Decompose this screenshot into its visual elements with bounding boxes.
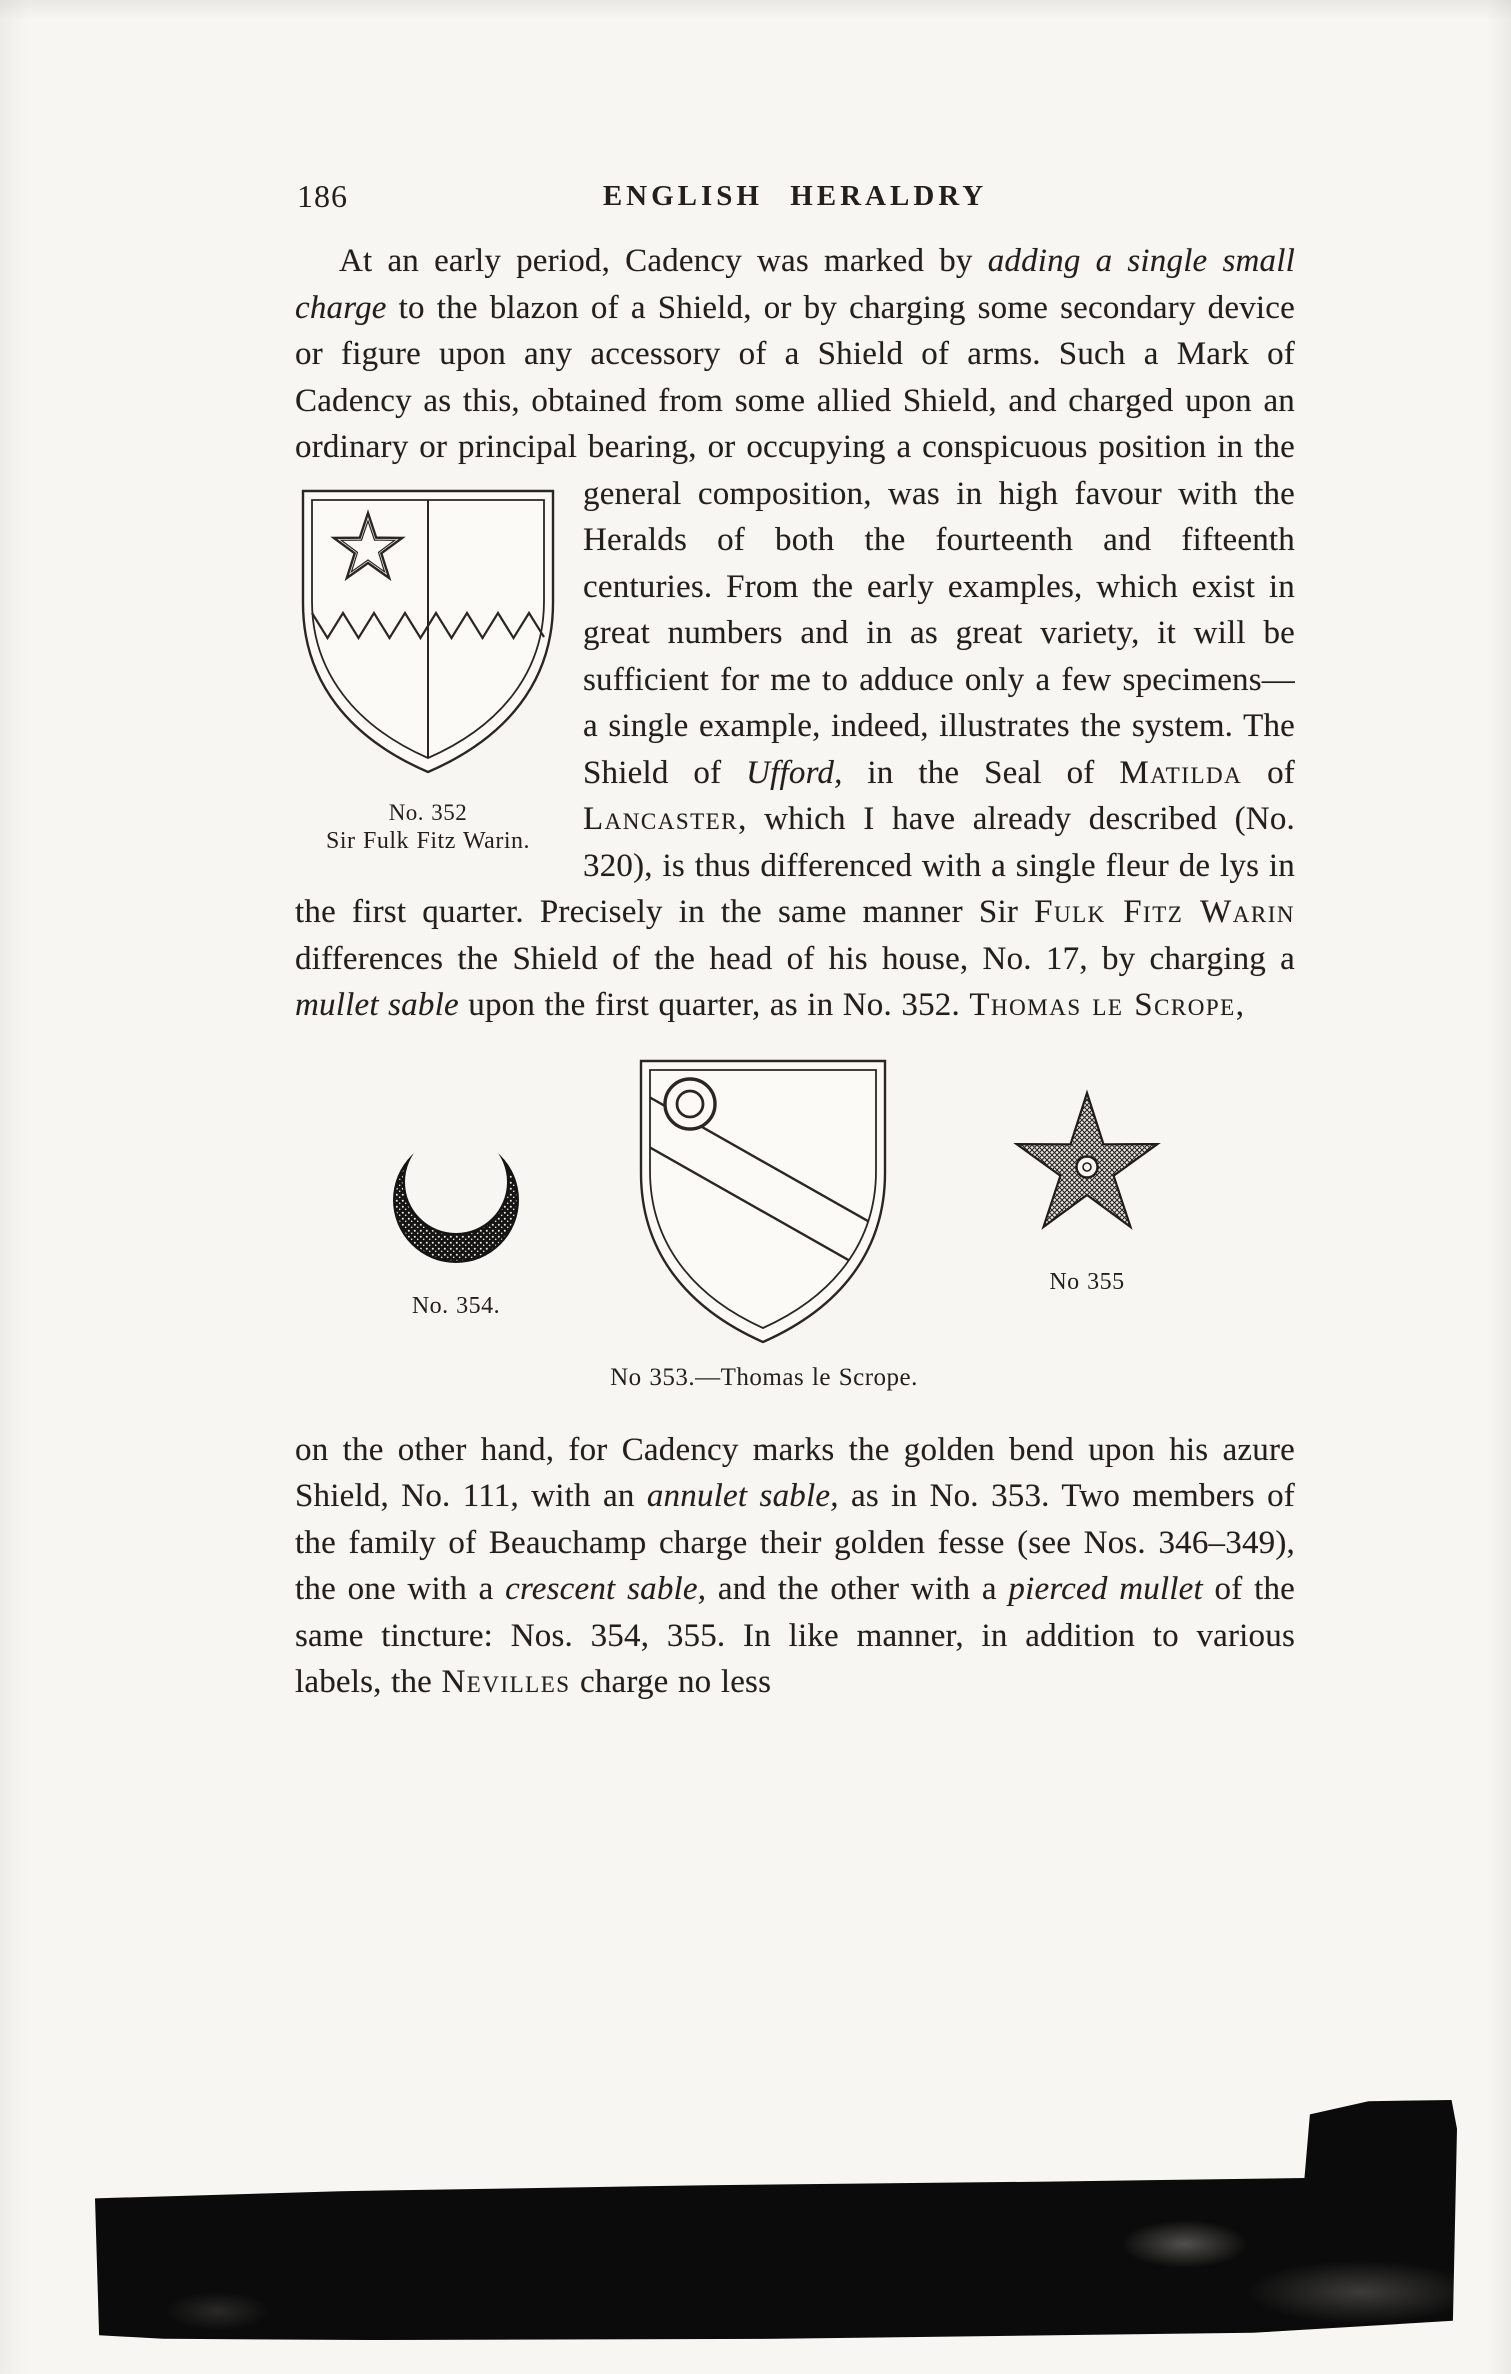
crescent-icon <box>383 1127 529 1267</box>
figure-355 <box>1007 1085 1167 1297</box>
body-text <box>295 238 1295 1706</box>
figure-355-caption: No 355 <box>1049 1269 1125 1295</box>
paragraph-2: on the other hand, for Cadency marks the golden bend upon his azure Shield, No. 111, with an annulet sable, as in No. 353. Two members of the family of Beauchamp charge their golden fesse (see Nos. 346–349), the one with a crescent sable, and the other with a pierced mullet of the same tincture: Nos. 354, 355. In like manner, in addition to various labels, the Nevilles charge no less <box>295 1431 1296 1700</box>
figure-352-caption-number: No. 352 <box>388 800 468 825</box>
running-title: ENGLISH HERALDRY <box>602 180 988 212</box>
pierced-hole <box>1077 1156 1098 1177</box>
paragraph-1-rest: the general composition, was in high favour with the Heralds of both the fourteenth and fifteenth centuries. From the early examples, which exist in great numbers and in as great variety, it will be sufficient for me to adduce only a few specimens—a single example, indeed, illustrates the system. The Shield of Ufford, in the Seal of Matilda of Lancaster, which I have already described (No. 320), is thus differenced with a single fleur de lys in the first quarter. Precisely in the same manner Sir Fulk Fitz Warin differences the Shield of the head of his house, No. 17, by charging a mullet sable upon the first quarter, as in No. 352. Thomas le Scrope, <box>295 429 1295 1023</box>
pierced-mullet-icon <box>1007 1085 1167 1243</box>
figure-352 <box>295 485 561 857</box>
paragraph-1 <box>295 238 1295 1029</box>
figures-row <box>295 1055 1295 1389</box>
figure-354-caption: No. 354. <box>411 1293 501 1319</box>
shield-352-fitzwarin-icon <box>296 485 560 777</box>
page-content <box>295 176 1295 1706</box>
page-number: 186 <box>297 178 348 214</box>
paragraph-1-lead: At an early period, Cadency was marked by adding a single small charge to the blazon of a Shield, or by charging some secondary device or figure upon any accessory of a Shield of arms. Such a Mark of Cadency as this, obtained from some allied Shield, and charged upon an ordinary or principal bearing, or occupying a conspicuous position in <box>295 243 1295 465</box>
figure-353 <box>633 1055 893 1359</box>
annulet-inner-ring <box>677 1091 703 1117</box>
page-header <box>295 176 1295 218</box>
figure-354 <box>381 1127 531 1321</box>
scan-artifact-bar <box>95 2100 1457 2340</box>
figure-353-caption: No 353.—Thomas le Scrope. <box>610 1363 918 1391</box>
figure-352-caption-name: Sir Fulk Fitz Warin. <box>326 828 530 854</box>
shield-353-scrope-icon <box>634 1055 892 1345</box>
